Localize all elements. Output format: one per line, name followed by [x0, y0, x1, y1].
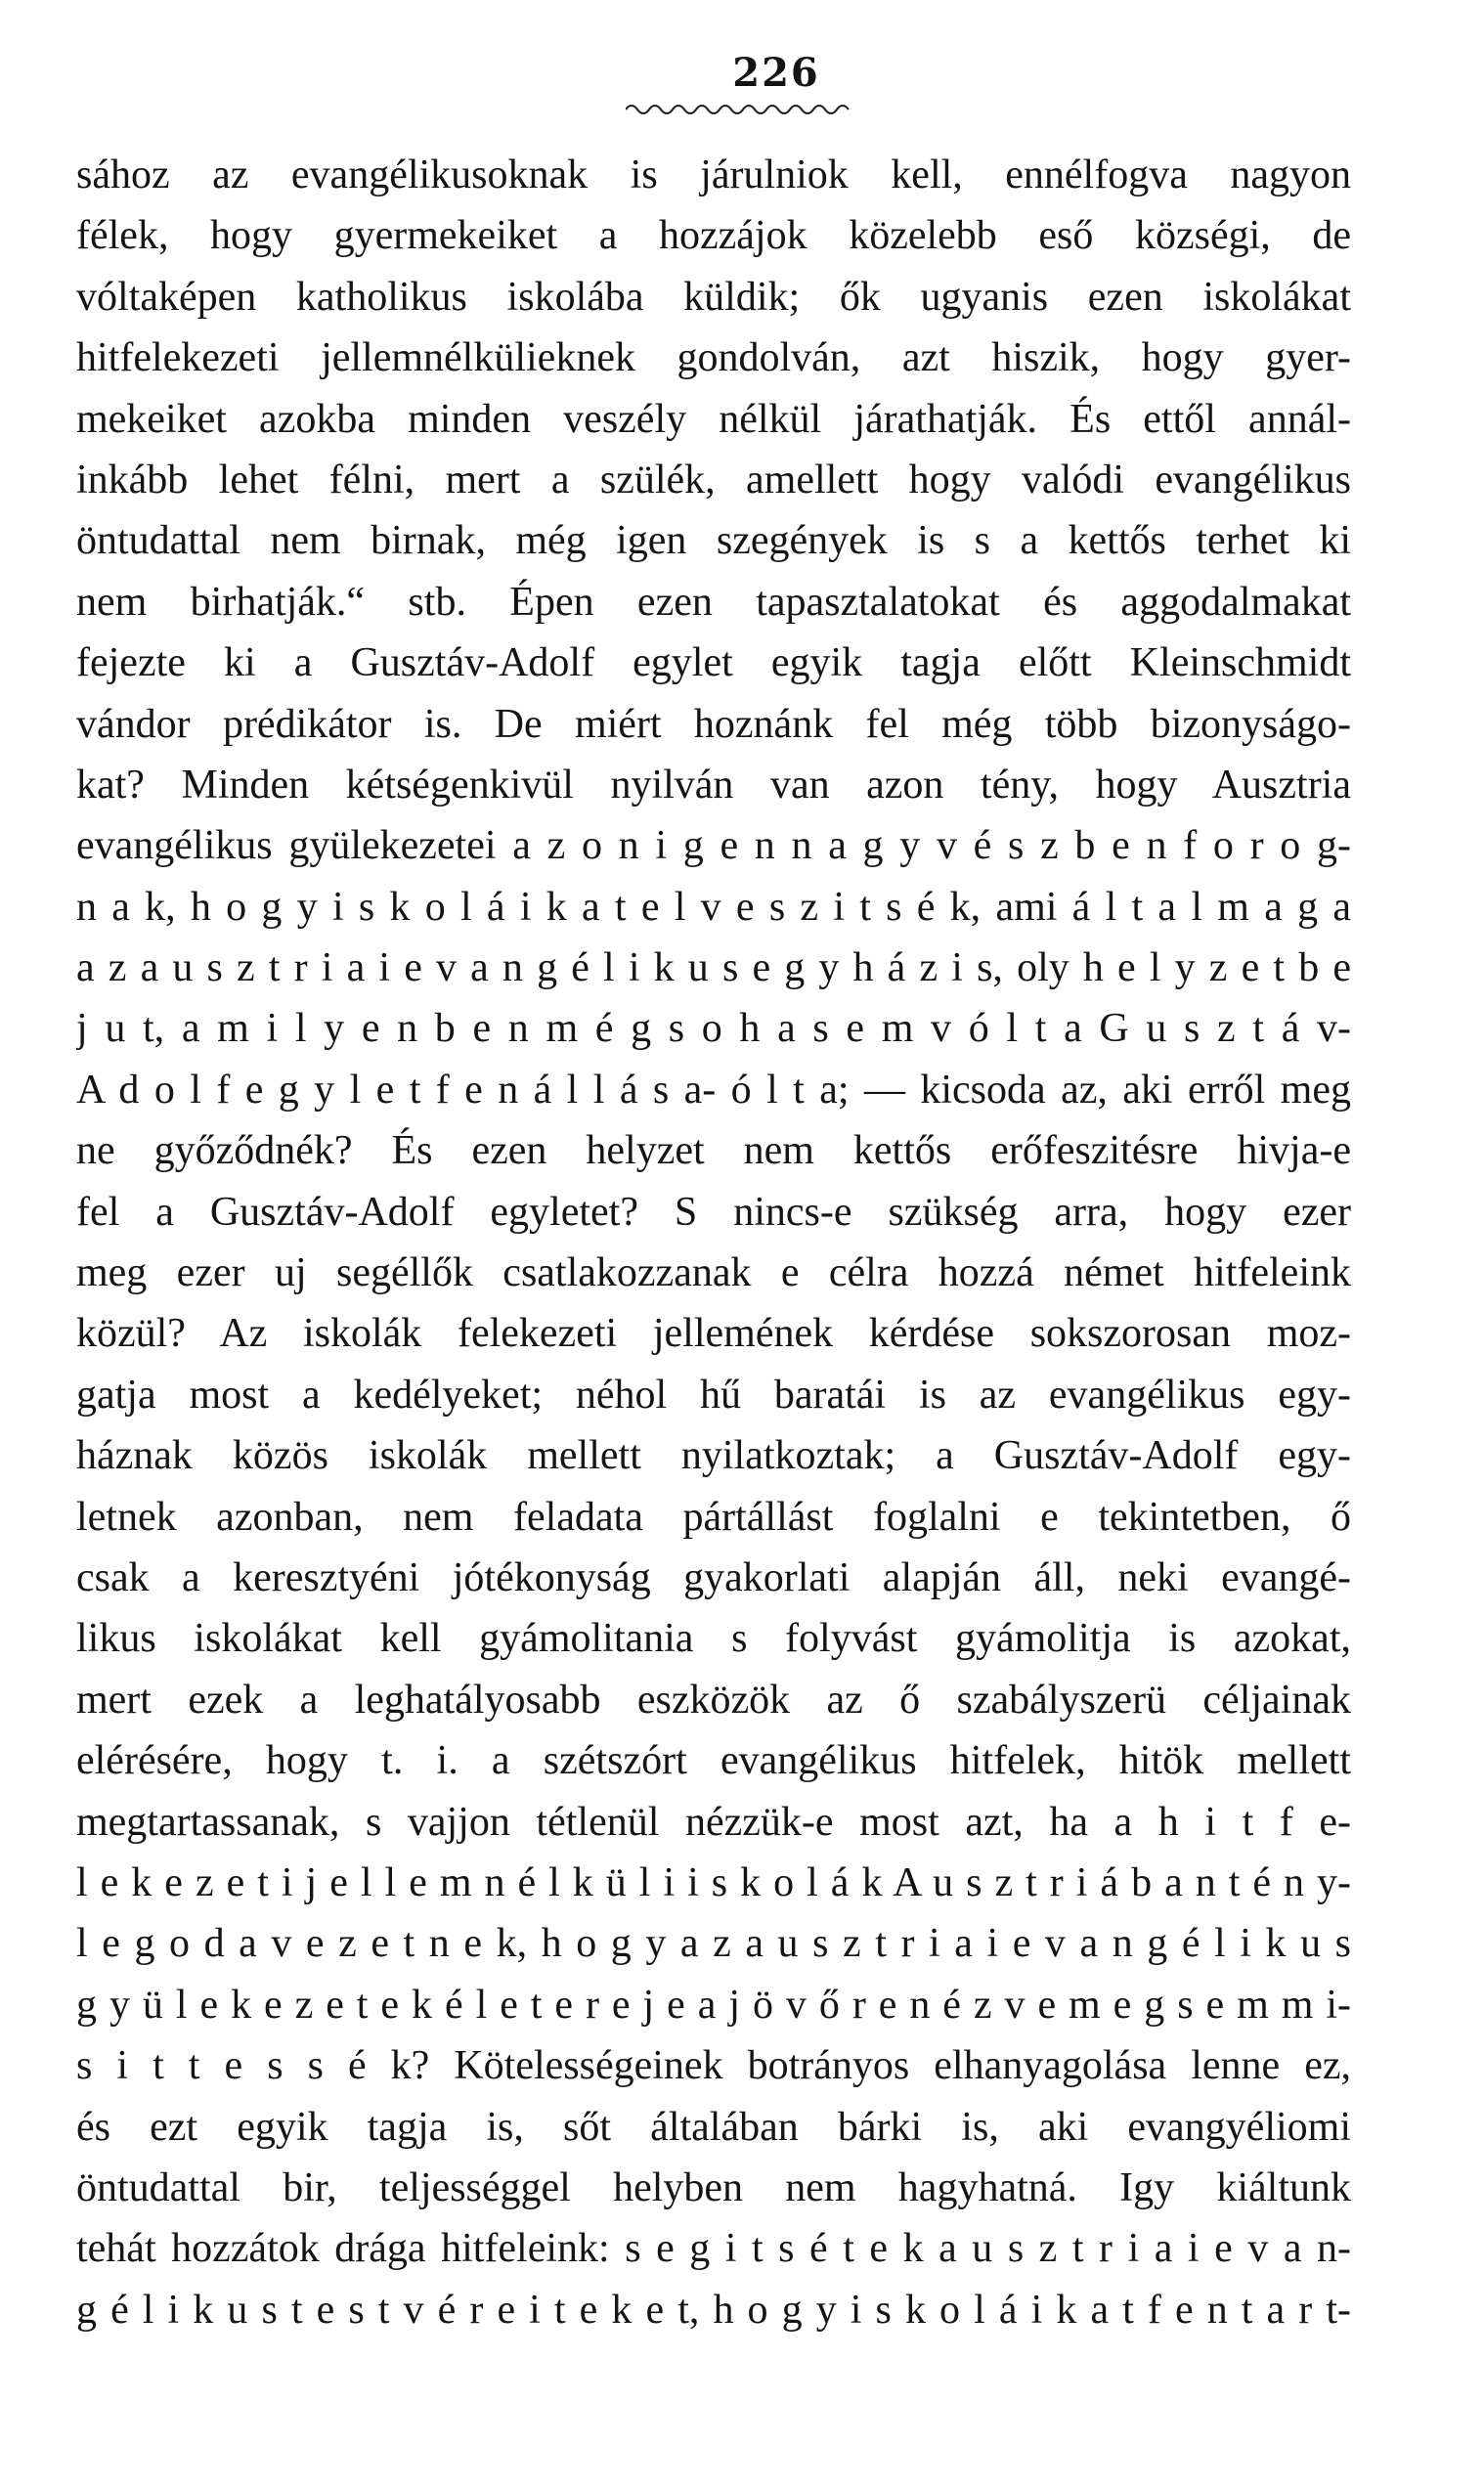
body-text — [76, 145, 1351, 2340]
text-line: gatja most a kedélyeket; néhol hű baratái is az evangélikus egy- — [76, 1372, 1351, 1418]
text-line: fel a Gusztáv-Adolf egyletet? S nincs-e szükség arra, hogy ezer — [76, 1189, 1351, 1235]
text-line: vándor prédikátor is. De miért hoznánk fel még több bizonyságo- — [76, 701, 1351, 747]
text-line: meg ezer uj segéllők csatlakozzanak e célra hozzá német hitfeleink — [76, 1250, 1351, 1296]
text-line: tehát hozzátok drága hitfeleink: s e g i t s é t e k a u s z t r i a i e v a n- — [76, 2226, 1351, 2272]
page-header — [0, 49, 1484, 98]
text-line: s i t t e s s é k? Kötelességeinek botrányos elhanyagolása lenne ez, — [76, 2043, 1351, 2089]
text-line: közül? Az iskolák felekezeti jellemének kérdése sokszorosan moz- — [76, 1311, 1351, 1357]
text-line: és ezt egyik tagja is, sőt általában bárki is, aki evangyéliomi — [76, 2104, 1351, 2150]
text-line: inkább lehet félni, mert a szülék, amellett hogy valódi evangélikus — [76, 457, 1351, 502]
text-line: g é l i k u s t e s t v é r e i t e k e t, h o g y i s k o l á i k a t f e n t a r t- — [76, 2287, 1351, 2333]
text-line: fejezte ki a Gusztáv-Adolf egylet egyik tagja előtt Kleinschmidt — [76, 640, 1351, 686]
text-line: a z a u s z t r i a i e v a n g é l i k u s e g y h á z i s, oly h e l y z e t b e — [76, 945, 1351, 991]
text-line: A d o l f e g y l e t f e n á l l á s a- ó l t a; — kicsoda az, aki erről meg — [76, 1067, 1351, 1113]
text-line: vóltaképen katholikus iskolába küldik; ők ugyanis ezen iskolákat — [76, 274, 1351, 320]
text-line: l e g o d a v e z e t n e k, h o g y a z a u s z t r i a i e v a n g é l i k u s — [76, 1921, 1351, 1967]
wavy-ornament-icon — [626, 98, 851, 117]
text-line: evangélikus gyülekezetei a z o n i g e n n a g y v é s z b e n f o r o g- — [76, 823, 1351, 869]
text-line: öntudattal nem birnak, még igen szegények is s a kettős terhet ki — [76, 518, 1351, 564]
text-line: sához az evangélikusoknak is járulniok kell, ennélfogva nagyon — [76, 153, 1351, 197]
text-line: n a k, h o g y i s k o l á i k a t e l v e s z i t s é k, ami á l t a l m a g a — [76, 884, 1351, 930]
text-line: g y ü l e k e z e t e k é l e t e r e j e a j ö v ő r e n é z v e m e g s e m m i- — [76, 1982, 1351, 2028]
text-line: mert ezek a leghatályosabb eszközök az ő szabályszerü céljainak — [76, 1677, 1351, 1723]
text-line: öntudattal bir, teljességgel helyben nem hagyhatná. Igy kiáltunk — [76, 2164, 1351, 2210]
text-line: l e k e z e t i j e l l e m n é l k ü l i i s k o l á k A u s z t r i á b a n t é n y- — [76, 1859, 1351, 1905]
text-line: j u t, a m i l y e n b e n m é g s o h a s e m v ó l t a G u s z t á v- — [76, 1006, 1351, 1052]
text-line: félek, hogy gyermekeiket a hozzájok közelebb eső községi, de — [76, 213, 1351, 259]
text-line: likus iskolákat kell gyámolitania s folyvást gyámolitja is azokat, — [76, 1616, 1351, 1662]
page-number: 226 — [732, 50, 820, 96]
text-line: letnek azonban, nem feladata pártállást foglalni e tekintetben, ő — [76, 1494, 1351, 1540]
text-line: megtartassanak, s vajjon tétlenül nézzük-e most azt, ha a h i t f e- — [76, 1799, 1351, 1845]
text-line: mekeiket azokba minden veszély nélkül járathatják. És ettől annál- — [76, 396, 1351, 442]
text-line: elérésére, hogy t. i. a szétszórt evangélikus hitfelek, hitök mellett — [76, 1738, 1351, 1784]
text-line: ne győződnék? És ezen helyzet nem kettős erőfeszitésre hivja-e — [76, 1128, 1351, 1174]
text-line: háznak közös iskolák mellett nyilatkoztak; a Gusztáv-Adolf egy- — [76, 1433, 1351, 1479]
text-line: csak a keresztyéni jótékonyság gyakorlati alapján áll, neki evangé- — [76, 1554, 1351, 1600]
text-line: hitfelekezeti jellemnélkülieknek gondolván, azt hiszik, hogy gyer- — [76, 335, 1351, 381]
text-line: kat? Minden kétségenkivül nyilván van azon tény, hogy Ausztria — [76, 762, 1351, 808]
text-line: nem birhatják.“ stb. Épen ezen tapasztalatokat és aggodalmakat — [76, 579, 1351, 625]
